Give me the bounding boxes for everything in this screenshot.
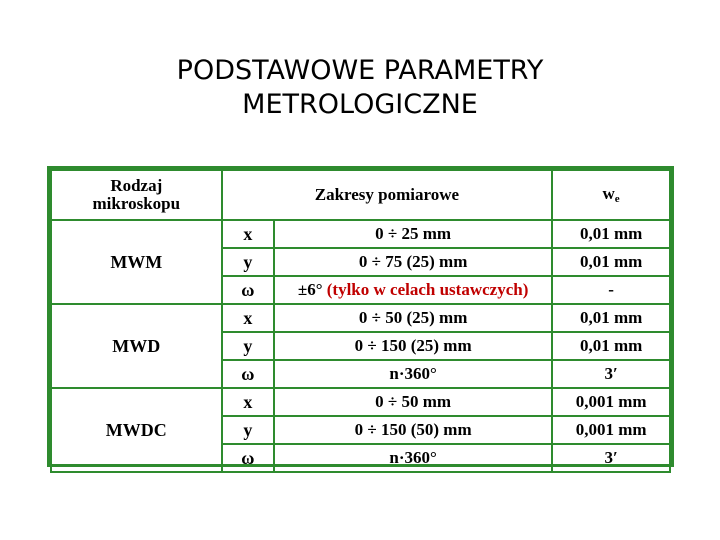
title-line-1: PODSTAWOWE PARAMETRY xyxy=(176,55,544,86)
resolution-cell: 0,01 mm xyxy=(552,332,670,360)
header-resolution-sub: e xyxy=(614,192,620,205)
range-cell: 0 ÷ 75 (25) mm xyxy=(274,248,552,276)
resolution-cell: 3′ xyxy=(552,444,670,472)
resolution-cell: 0,001 mm xyxy=(552,388,670,416)
header-microscope-type xyxy=(51,170,222,220)
range-cell xyxy=(274,276,552,304)
resolution-cell: 0,01 mm xyxy=(552,304,670,332)
header-resolution-main: w xyxy=(602,183,615,203)
microscope-name: MWDC xyxy=(51,388,222,472)
range-cell: 0 ÷ 50 (25) mm xyxy=(274,304,552,332)
microscope-name: MWM xyxy=(51,220,222,304)
table-row xyxy=(51,388,670,416)
resolution-cell: 0,001 mm xyxy=(552,416,670,444)
range-cell: 0 ÷ 150 (25) mm xyxy=(274,332,552,360)
range-cell: n·360° xyxy=(274,444,552,472)
parameters-table xyxy=(50,169,671,473)
axis-cell: ω xyxy=(222,276,274,304)
header-range: Zakresy pomiarowe xyxy=(222,170,553,220)
resolution-cell: 0,01 mm xyxy=(552,248,670,276)
header-type-line-1: Rodzaj xyxy=(110,176,163,196)
axis-cell: y xyxy=(222,416,274,444)
axis-cell: ω xyxy=(222,444,274,472)
axis-cell: y xyxy=(222,332,274,360)
resolution-cell: 3′ xyxy=(552,360,670,388)
axis-cell: x xyxy=(222,304,274,332)
axis-cell: x xyxy=(222,388,274,416)
range-cell: n·360° xyxy=(274,360,552,388)
axis-cell: ω xyxy=(222,360,274,388)
resolution-cell: 0,01 mm xyxy=(552,220,670,248)
header-type-line-2: mikroskopu xyxy=(92,194,181,213)
range-value: ±6° xyxy=(297,280,323,300)
table-row xyxy=(51,304,670,332)
parameters-table-frame xyxy=(47,166,674,467)
axis-cell: x xyxy=(222,220,274,248)
table-row xyxy=(51,220,670,248)
range-cell: 0 ÷ 50 mm xyxy=(274,388,552,416)
resolution-cell: - xyxy=(552,276,670,304)
axis-cell: y xyxy=(222,248,274,276)
table-header-row xyxy=(51,170,670,220)
title-line-2: METROLOGICZNE xyxy=(242,89,478,120)
microscope-name: MWD xyxy=(51,304,222,388)
range-cell: 0 ÷ 25 mm xyxy=(274,220,552,248)
header-resolution xyxy=(552,170,670,220)
page-title xyxy=(0,54,720,122)
range-cell: 0 ÷ 150 (50) mm xyxy=(274,416,552,444)
range-note: (tylko w celach ustawczych) xyxy=(322,280,529,300)
